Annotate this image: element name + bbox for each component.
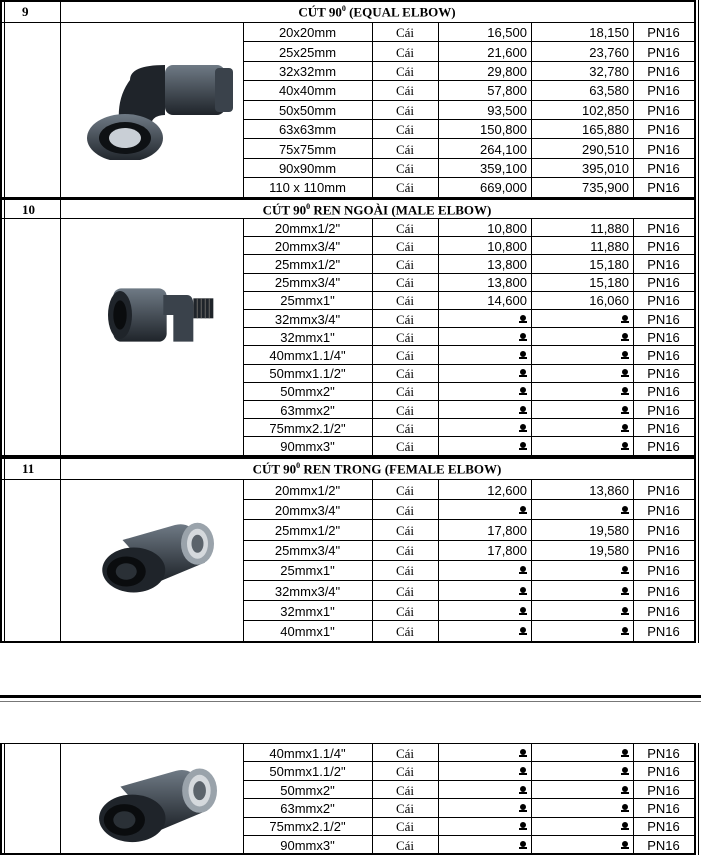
retail-price-cell xyxy=(531,585,629,598)
pressure-rating-cell: PN16 xyxy=(647,293,680,309)
table-right-border-inner xyxy=(698,198,699,457)
dealer-price-cell xyxy=(438,564,527,577)
retail-price-cell xyxy=(531,802,629,815)
section-title xyxy=(60,461,694,477)
unit-cell: Cái xyxy=(395,220,415,236)
table-bottom-rule xyxy=(0,641,696,643)
unit-cell: Cái xyxy=(395,782,415,798)
size-cell: 63mmx2" xyxy=(280,402,335,418)
pressure-rating-cell: PN16 xyxy=(647,502,680,518)
size-cell: 25mmx1/2" xyxy=(274,257,341,272)
person-dot-icon xyxy=(621,442,629,451)
pressure-rating-cell: PN16 xyxy=(647,420,680,436)
dealer-price-cell: 150,800 xyxy=(480,122,527,138)
dealer-price-cell xyxy=(438,765,527,778)
dealer-price-cell xyxy=(438,367,527,380)
unit-cell: Cái xyxy=(395,83,415,99)
dealer-price-cell: 359,100 xyxy=(480,161,527,176)
dealer-price-cell: 17,800 xyxy=(487,523,527,538)
size-cell: 25mmx3/4" xyxy=(274,275,341,291)
table-right-border xyxy=(694,457,696,643)
table-left-border xyxy=(0,457,2,643)
row-rule xyxy=(243,580,694,581)
retail-price-cell xyxy=(531,313,629,326)
table-top-rule xyxy=(0,743,696,744)
dealer-price-cell: 12,600 xyxy=(487,482,527,498)
dealer-price-cell xyxy=(438,349,527,362)
dealer-price-cell xyxy=(438,784,527,797)
unit-cell: Cái xyxy=(395,257,415,272)
retail-price-cell: 32,780 xyxy=(589,64,629,79)
size-cell: 75mmx2.1/2" xyxy=(269,420,346,436)
pressure-rating-cell: PN16 xyxy=(647,523,680,538)
retail-price-cell xyxy=(531,385,629,398)
dealer-price-cell xyxy=(438,820,527,833)
person-dot-icon xyxy=(621,749,629,758)
person-dot-icon xyxy=(621,387,629,396)
pressure-rating-cell: PN16 xyxy=(647,220,680,236)
person-dot-icon xyxy=(621,315,629,324)
unit-cell: Cái xyxy=(395,420,415,436)
size-cell: 50mmx2" xyxy=(280,384,335,400)
person-dot-icon xyxy=(621,406,629,415)
person-dot-icon xyxy=(519,369,527,378)
person-dot-icon xyxy=(519,804,527,813)
person-dot-icon xyxy=(621,351,629,360)
retail-price-cell xyxy=(531,839,629,852)
pressure-rating-cell: PN16 xyxy=(647,102,680,118)
person-dot-icon xyxy=(621,369,629,378)
person-dot-icon xyxy=(621,587,629,596)
pressure-rating-cell: PN16 xyxy=(647,583,680,599)
row-rule xyxy=(243,418,694,419)
row-rule xyxy=(243,138,694,139)
pressure-rating-cell: PN16 xyxy=(647,819,680,835)
row-rule xyxy=(243,600,694,601)
unit-cell: Cái xyxy=(395,348,415,363)
person-dot-icon xyxy=(621,333,629,342)
retail-price-cell xyxy=(531,564,629,577)
size-cell: 25mmx1/2" xyxy=(274,523,341,538)
unit-cell: Cái xyxy=(395,482,415,498)
page-break-rule xyxy=(0,701,701,702)
table-left-border-inner xyxy=(4,743,5,855)
row-rule xyxy=(243,519,694,520)
size-cell: 25x25mm xyxy=(278,44,337,60)
dealer-price-cell xyxy=(438,404,527,417)
header-bottom-rule xyxy=(0,479,696,480)
dealer-price-cell: 14,600 xyxy=(487,293,527,309)
pressure-rating-cell: PN16 xyxy=(647,329,680,345)
person-dot-icon xyxy=(519,351,527,360)
unit-cell: Cái xyxy=(395,563,415,579)
row-rule xyxy=(243,835,694,836)
row-rule xyxy=(243,345,694,346)
header-bottom-rule xyxy=(0,22,696,23)
row-rule xyxy=(243,540,694,541)
unit-cell: Cái xyxy=(395,238,415,254)
size-cell: 50mmx1.1/2" xyxy=(269,366,346,382)
size-cell: 32x32mm xyxy=(278,64,337,79)
size-cell: 40x40mm xyxy=(278,83,337,99)
row-rule xyxy=(243,100,694,101)
dealer-price-cell xyxy=(438,504,527,517)
pressure-rating-cell: PN16 xyxy=(647,348,680,363)
pressure-rating-cell: PN16 xyxy=(647,402,680,418)
unit-cell: Cái xyxy=(395,122,415,138)
pressure-rating-cell: PN16 xyxy=(647,64,680,79)
unit-cell: Cái xyxy=(395,603,415,619)
row-rule xyxy=(243,761,694,762)
row-rule xyxy=(243,291,694,292)
row-rule xyxy=(243,436,694,437)
section-title-suffix: REN NGOÀI (MALE ELBOW) xyxy=(310,202,492,218)
row-rule xyxy=(243,499,694,500)
retail-price-cell: 15,180 xyxy=(589,257,629,272)
row-rule xyxy=(243,80,694,81)
unit-cell: Cái xyxy=(395,102,415,118)
col-rule xyxy=(60,198,61,455)
size-cell: 25mmx1" xyxy=(280,563,335,579)
dealer-price-cell: 13,800 xyxy=(487,275,527,291)
size-cell: 75mmx2.1/2" xyxy=(269,819,346,835)
size-cell: 40mmx1.1/4" xyxy=(269,745,346,761)
person-dot-icon xyxy=(519,627,527,636)
pressure-rating-cell: PN16 xyxy=(647,837,680,853)
dealer-price-cell xyxy=(438,313,527,326)
pressure-rating-cell: PN16 xyxy=(647,543,680,559)
unit-cell: Cái xyxy=(395,837,415,853)
size-cell: 90x90mm xyxy=(278,161,337,176)
pressure-rating-cell: PN16 xyxy=(647,257,680,272)
person-dot-icon xyxy=(519,767,527,776)
person-dot-icon xyxy=(519,566,527,575)
pressure-rating-cell: PN16 xyxy=(647,800,680,816)
person-dot-icon xyxy=(519,406,527,415)
retail-price-cell xyxy=(531,605,629,618)
section-title-suffix: REN TRONG (FEMALE ELBOW) xyxy=(300,461,502,477)
person-dot-icon xyxy=(519,315,527,324)
header-top-rule xyxy=(0,0,696,2)
person-dot-icon xyxy=(621,424,629,433)
table-left-border xyxy=(0,198,2,457)
section-title-degree: 0 xyxy=(296,461,301,470)
retail-price-cell: 395,010 xyxy=(582,161,629,176)
size-cell: 50mmx1.1/2" xyxy=(269,764,346,780)
size-cell: 20mmx1/2" xyxy=(274,482,341,498)
section-title xyxy=(60,202,694,218)
retail-price-cell xyxy=(531,625,629,638)
pressure-rating-cell: PN16 xyxy=(647,482,680,498)
person-dot-icon xyxy=(621,607,629,616)
dealer-price-cell: 264,100 xyxy=(480,141,527,157)
size-cell: 50mmx2" xyxy=(280,782,335,798)
unit-cell: Cái xyxy=(395,293,415,309)
row-rule xyxy=(243,620,694,621)
pressure-rating-cell: PN16 xyxy=(647,141,680,157)
pressure-rating-cell: PN16 xyxy=(647,366,680,382)
person-dot-icon xyxy=(519,424,527,433)
dealer-price-cell xyxy=(438,802,527,815)
row-rule xyxy=(243,41,694,42)
pressure-rating-cell: PN16 xyxy=(647,311,680,327)
size-cell: 40mmx1.1/4" xyxy=(269,348,346,363)
dealer-price-cell xyxy=(438,385,527,398)
size-cell: 32mmx3/4" xyxy=(274,311,341,327)
retail-price-cell: 11,880 xyxy=(590,238,629,254)
person-dot-icon xyxy=(621,566,629,575)
header-top-rule xyxy=(0,457,696,459)
pressure-rating-cell: PN16 xyxy=(647,44,680,60)
retail-price-cell xyxy=(531,747,629,760)
pressure-rating-cell: PN16 xyxy=(647,764,680,780)
unit-cell: Cái xyxy=(395,745,415,761)
pressure-rating-cell: PN16 xyxy=(647,238,680,254)
section-number: 10 xyxy=(22,202,35,217)
retail-price-cell: 102,850 xyxy=(582,102,629,118)
row-rule xyxy=(243,327,694,328)
table-left-border-inner xyxy=(4,0,5,199)
row-rule xyxy=(243,382,694,383)
unit-cell: Cái xyxy=(395,583,415,599)
dealer-price-cell: 10,800 xyxy=(487,238,527,254)
unit-cell: Cái xyxy=(395,439,415,454)
row-rule xyxy=(243,61,694,62)
dealer-price-cell xyxy=(438,747,527,760)
size-cell: 75x75mm xyxy=(278,141,337,157)
pressure-rating-cell: PN16 xyxy=(647,603,680,619)
size-cell: 32mmx1" xyxy=(280,329,335,345)
retail-price-cell: 735,900 xyxy=(582,180,629,196)
retail-price-cell: 165,880 xyxy=(582,122,629,138)
person-dot-icon xyxy=(621,786,629,795)
retail-price-cell: 18,150 xyxy=(589,25,629,41)
person-dot-icon xyxy=(519,607,527,616)
pressure-rating-cell: PN16 xyxy=(647,122,680,138)
row-rule xyxy=(243,309,694,310)
unit-cell: Cái xyxy=(395,180,415,196)
size-cell: 20mmx1/2" xyxy=(274,220,341,236)
person-dot-icon xyxy=(519,442,527,451)
pressure-rating-cell: PN16 xyxy=(647,25,680,41)
person-dot-icon xyxy=(519,506,527,515)
section-title-degree: 0 xyxy=(341,4,346,13)
unit-cell: Cái xyxy=(395,141,415,157)
dealer-price-cell: 29,800 xyxy=(487,64,527,79)
retail-price-cell xyxy=(531,367,629,380)
unit-cell: Cái xyxy=(395,311,415,327)
unit-cell: Cái xyxy=(395,402,415,418)
row-rule xyxy=(243,798,694,799)
pressure-rating-cell: PN16 xyxy=(647,83,680,99)
person-dot-icon xyxy=(621,841,629,850)
unit-cell: Cái xyxy=(395,64,415,79)
retail-price-cell xyxy=(531,784,629,797)
person-dot-icon xyxy=(519,841,527,850)
dealer-price-cell: 13,800 xyxy=(487,257,527,272)
table-right-border xyxy=(694,0,696,199)
row-rule xyxy=(243,273,694,274)
size-cell: 90mmx3" xyxy=(280,837,335,853)
unit-cell: Cái xyxy=(395,44,415,60)
header-bottom-rule xyxy=(0,218,696,219)
size-cell: 40mmx1" xyxy=(280,624,335,639)
dealer-price-cell xyxy=(438,422,527,435)
page-break-rule xyxy=(0,695,701,698)
retail-price-cell xyxy=(531,404,629,417)
unit-cell: Cái xyxy=(395,25,415,41)
unit-cell: Cái xyxy=(395,764,415,780)
section-title-degree: 0 xyxy=(306,202,311,211)
retail-price-cell: 15,180 xyxy=(589,275,629,291)
retail-price-cell xyxy=(531,331,629,344)
unit-cell: Cái xyxy=(395,366,415,382)
pressure-rating-cell: PN16 xyxy=(647,563,680,579)
pressure-rating-cell: PN16 xyxy=(647,439,680,454)
section-number: 9 xyxy=(22,4,29,19)
table-right-border-inner xyxy=(698,743,699,855)
person-dot-icon xyxy=(621,804,629,813)
size-cell: 63x63mm xyxy=(278,122,337,138)
unit-cell: Cái xyxy=(395,543,415,559)
pressure-rating-cell: PN16 xyxy=(647,180,680,196)
table-left-border-inner xyxy=(4,457,5,643)
table-right-border-inner xyxy=(698,457,699,643)
header-top-rule xyxy=(0,198,696,200)
size-cell: 20mmx3/4" xyxy=(274,238,341,254)
col-rule xyxy=(60,0,61,197)
size-cell: 110 x 110mm xyxy=(269,180,346,196)
unit-cell: Cái xyxy=(395,624,415,639)
table-left-border xyxy=(0,0,2,199)
retail-price-cell xyxy=(531,349,629,362)
section-title-suffix: (EQUAL ELBOW) xyxy=(345,4,456,20)
dealer-price-cell: 93,500 xyxy=(487,102,527,118)
section-title-text: CÚT 90 xyxy=(262,202,307,218)
section-title-text: CÚT 90 xyxy=(298,4,342,20)
pressure-rating-cell: PN16 xyxy=(647,384,680,400)
dealer-price-cell: 21,600 xyxy=(487,44,527,60)
unit-cell: Cái xyxy=(395,819,415,835)
size-cell: 32mmx3/4" xyxy=(274,583,341,599)
table-right-border xyxy=(694,743,696,855)
dealer-price-cell: 16,500 xyxy=(487,25,527,41)
dealer-price-cell xyxy=(438,585,527,598)
row-rule xyxy=(243,236,694,237)
dealer-price-cell xyxy=(438,605,527,618)
person-dot-icon xyxy=(519,387,527,396)
col-rule xyxy=(60,743,61,853)
unit-cell: Cái xyxy=(395,502,415,518)
size-cell: 20x20mm xyxy=(278,25,337,41)
dealer-price-cell xyxy=(438,839,527,852)
col-rule xyxy=(60,457,61,641)
male-elbow-photo xyxy=(70,275,250,355)
retail-price-cell xyxy=(531,820,629,833)
dealer-price-cell: 57,800 xyxy=(487,83,527,99)
person-dot-icon xyxy=(519,822,527,831)
pressure-rating-cell: PN16 xyxy=(647,782,680,798)
retail-price-cell: 13,860 xyxy=(589,482,629,498)
person-dot-icon xyxy=(519,749,527,758)
person-dot-icon xyxy=(519,333,527,342)
section-title xyxy=(60,4,694,20)
dealer-price-cell: 17,800 xyxy=(487,543,527,559)
size-cell: 20mmx3/4" xyxy=(274,502,341,518)
section-number: 11 xyxy=(22,461,35,476)
person-dot-icon xyxy=(621,627,629,636)
pressure-rating-cell: PN16 xyxy=(647,624,680,639)
unit-cell: Cái xyxy=(395,384,415,400)
pressure-rating-cell: PN16 xyxy=(647,275,680,291)
pressure-rating-cell: PN16 xyxy=(647,161,680,176)
row-rule xyxy=(243,254,694,255)
section-title-text: CÚT 90 xyxy=(252,461,297,477)
pressure-rating-cell: PN16 xyxy=(647,745,680,761)
row-rule xyxy=(243,560,694,561)
female-elbow-photo xyxy=(80,755,240,850)
size-cell: 90mmx3" xyxy=(280,439,335,454)
retail-price-cell xyxy=(531,765,629,778)
row-rule xyxy=(243,364,694,365)
person-dot-icon xyxy=(519,786,527,795)
row-rule xyxy=(243,119,694,120)
unit-cell: Cái xyxy=(395,275,415,291)
retail-price-cell: 11,880 xyxy=(590,220,629,236)
retail-price-cell: 19,580 xyxy=(589,543,629,559)
dealer-price-cell: 10,800 xyxy=(487,220,527,236)
unit-cell: Cái xyxy=(395,800,415,816)
retail-price-cell: 23,760 xyxy=(589,44,629,60)
equal-elbow-photo xyxy=(70,40,250,160)
person-dot-icon xyxy=(621,767,629,776)
row-rule xyxy=(243,400,694,401)
retail-price-cell: 19,580 xyxy=(589,523,629,538)
person-dot-icon xyxy=(519,587,527,596)
female-elbow-photo xyxy=(70,510,250,600)
retail-price-cell: 290,510 xyxy=(582,141,629,157)
dealer-price-cell xyxy=(438,331,527,344)
unit-cell: Cái xyxy=(395,329,415,345)
dealer-price-cell xyxy=(438,625,527,638)
size-cell: 50x50mm xyxy=(278,102,337,118)
dealer-price-cell: 669,000 xyxy=(480,180,527,196)
retail-price-cell: 63,580 xyxy=(589,83,629,99)
size-cell: 25mmx1" xyxy=(280,293,335,309)
size-cell: 25mmx3/4" xyxy=(274,543,341,559)
unit-cell: Cái xyxy=(395,523,415,538)
retail-price-cell xyxy=(531,504,629,517)
dealer-price-cell xyxy=(438,440,527,453)
size-cell: 63mmx2" xyxy=(280,800,335,816)
table-right-border-inner xyxy=(698,0,699,199)
unit-cell: Cái xyxy=(395,161,415,176)
row-rule xyxy=(243,817,694,818)
retail-price-cell xyxy=(531,440,629,453)
row-rule xyxy=(243,158,694,159)
row-rule xyxy=(243,780,694,781)
retail-price-cell xyxy=(531,422,629,435)
size-cell: 32mmx1" xyxy=(280,603,335,619)
retail-price-cell: 16,060 xyxy=(589,293,629,309)
table-left-border xyxy=(0,743,2,855)
person-dot-icon xyxy=(621,822,629,831)
table-left-border-inner xyxy=(4,198,5,457)
table-right-border xyxy=(694,198,696,457)
row-rule xyxy=(243,177,694,178)
person-dot-icon xyxy=(621,506,629,515)
